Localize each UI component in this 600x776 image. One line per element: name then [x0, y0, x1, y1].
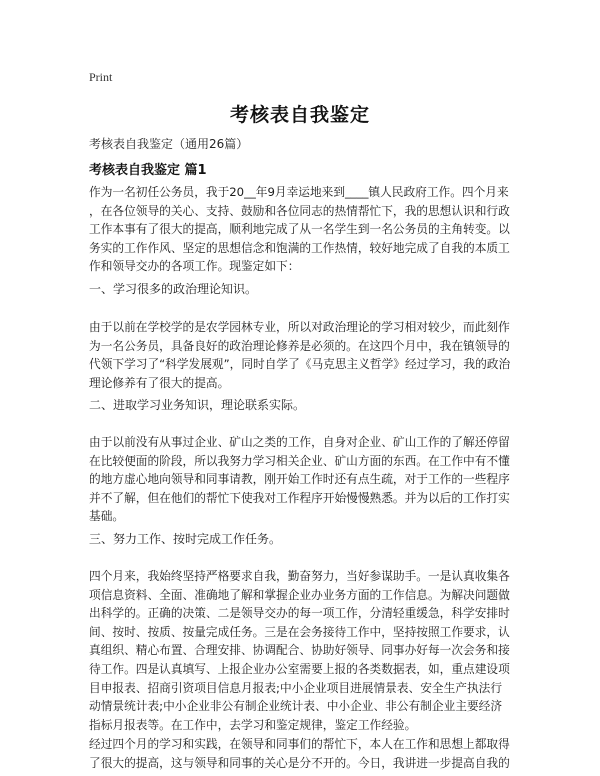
paragraph-line: 理论修养有了很大的提高。 [89, 375, 230, 390]
paragraph-line: 并不了解，但在他们的帮忙下使我对工作程序开始慢慢熟悉。并为以后的工作打实 [89, 490, 510, 505]
heading-business-knowledge: 二、进取学习业务知识，理论联系实际。 [89, 398, 306, 412]
paragraph-line: 项信息资料、全面、准确地了解和掌握企业办业务方面的工作信息。为解决问题做 [89, 587, 510, 602]
paragraph-line: 基础。 [89, 509, 125, 524]
paragraph-line: 务实的工作作风、坚定的思想信念和饱满的工作热情，较好地完成了自我的本质工 [89, 240, 510, 255]
paragraph-work-tasks [89, 567, 517, 734]
paragraph-line: 出科学的。正确的决策、二是领导交办的每一项工作，分清轻重缓急，科学安排时 [89, 606, 510, 621]
paragraph-line: 指标月报表等。在工作中，去学习和鉴定规律，鉴定工作经验。 [89, 717, 417, 732]
paragraph-line: 间、按时、按质、按量完成任务。三是在会务接待工作中，坚持按照工作要求，认 [89, 624, 510, 639]
section-heading: 考核表自我鉴定 篇1 [89, 163, 207, 178]
paragraph-political-theory [89, 318, 517, 392]
paragraph-line: 由于以前在学校学的是农学园林专业，所以对政治理论的学习相对较少，而此刻作 [89, 320, 510, 334]
paragraph-summary [89, 735, 517, 772]
paragraph-line: 由于以前没有从事过企业、矿山之类的工作，自身对企业、矿山工作的了解还停留 [89, 435, 510, 449]
paragraph-line: 目申报表、招商引资项目信息月报表;中小企业项目进展情景表、安全生产执法行 [89, 680, 503, 695]
paragraph-line: 真组织、精心布置、合理安排、协调配合、协助好领导、同事办好每一次会务和接 [89, 643, 510, 658]
heading-political-theory: 一、学习很多的政治理论知识。 [89, 282, 258, 296]
paragraph-business-knowledge [89, 433, 517, 526]
paragraph-line: 作为一名初任公务员，我于20__年9月幸运地来到____镇人民政府工作。四个月来 [89, 185, 509, 199]
paragraph-line: 的地方虚心地向领导和同事请教，刚开始工作时还有点生疏，对于工作的一些程序 [89, 472, 510, 487]
print-label[interactable]: Print [89, 70, 113, 84]
paragraph-line: 待工作。四是认真填写、上报企业办公室需要上报的各类数据表，如，重点建设项 [89, 661, 510, 676]
paragraph-line: 为一名公务员，具备良好的政治理论修养是必须的。在这四个月中，我在镇领导的 [89, 338, 510, 353]
document-subtitle: 考核表自我鉴定（通用26篇） [89, 137, 249, 151]
paragraph-line: 作和领导交办的各项工作。现鉴定如下： [89, 259, 300, 274]
paragraph-line: 代领下学习了“科学发展观”，同时自学了《马克思主义哲学》经过学习，我的政治 [89, 357, 511, 372]
paragraph-line: 动情景统计表;中小企业非公有制企业统计表、中小企业、非公有制企业主要经济 [89, 699, 503, 714]
paragraph-line: 经过四个月的学习和实践，在领导和同事们的帮忙下，本人在工作和思想上都取得 [89, 737, 510, 751]
paragraph-line: ，在各位领导的关心、支持、鼓励和各位同志的热情帮忙下，我的思想认识和行政 [89, 203, 510, 218]
paragraph-line: 了很大的提高，这与领导和同事的关心是分不开的。今日，我讲进一步提高自我的 [89, 755, 510, 770]
document-title: 考核表自我鉴定 [229, 104, 370, 126]
paragraph-line: 在比较便面的阶段，所以我努力学习相关企业、矿山方面的东西。在工作中有不懂 [89, 453, 510, 468]
heading-work-tasks: 三、努力工作、按时完成工作任务。 [89, 532, 282, 546]
intro-paragraph [89, 183, 517, 276]
paragraph-line: 四个月来，我始终坚持严格要求自我，勤奋努力，当好参谋助手。一是认真收集各 [89, 569, 510, 583]
paragraph-line: 工作本事有了很大的提高，顺利地完成了从一名学生到一名公务员的主角转变。以 [89, 222, 510, 237]
